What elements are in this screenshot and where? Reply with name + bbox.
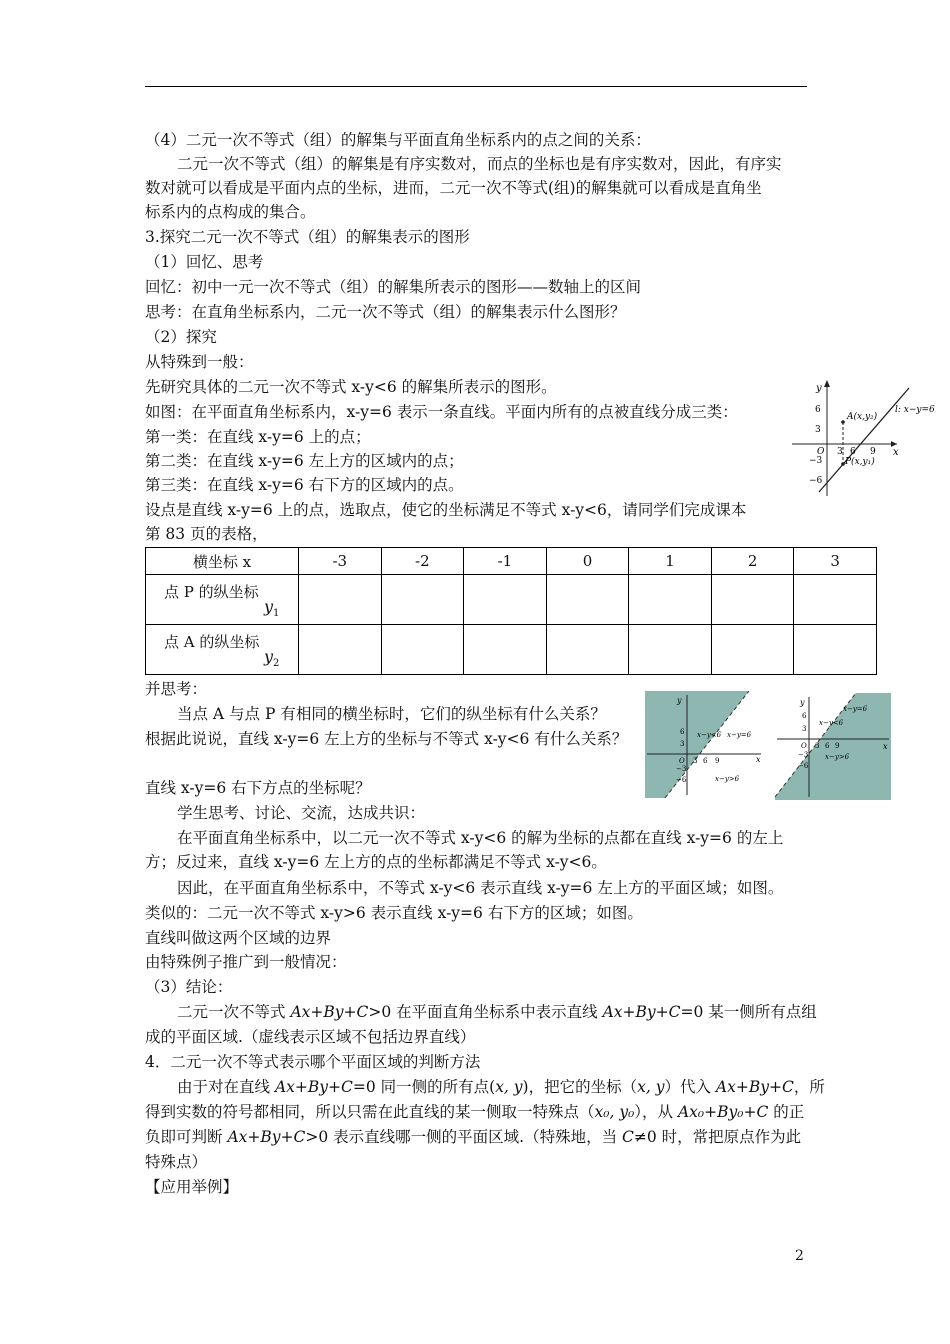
- coordinate-figure-line: [787, 374, 942, 500]
- subsection-heading: （2）探究: [145, 328, 217, 346]
- text-line: 负即可判断 Ax+By+C>0 表示直线哪一侧的平面区域.（特殊地，当 C≠0 时，常把原点作为此: [145, 1128, 802, 1146]
- text-line: 从特殊到一般：: [145, 353, 254, 371]
- tick-label: 6: [815, 405, 821, 415]
- tick-label: 6: [802, 712, 807, 720]
- text-line: 设点是直线 x-y=6 上的点，选取点，使它的坐标满足不等式 x-y<6，请同学们完成课本: [145, 501, 747, 519]
- text-line: 特殊点）: [145, 1153, 208, 1171]
- table-cell[interactable]: [464, 575, 547, 625]
- text-line: 二元一次不等式 Ax+By+C>0 在平面直角坐标系中表示直线 Ax+By+C=0 某一侧所有点组: [177, 1003, 817, 1021]
- table-header-cell: -1: [464, 548, 547, 575]
- table-header-cell: 0: [546, 548, 629, 575]
- text-line: 成的平面区域.（虚线表示区域不包括边界直线）: [145, 1028, 476, 1046]
- page-number: 2: [795, 1248, 804, 1264]
- line-label: x−y=6: [727, 731, 752, 739]
- table-header-cell: 横坐标 x: [146, 548, 299, 575]
- text-line: 根据此说说，直线 x-y=6 左上方的坐标与不等式 x-y<6 有什么关系？: [145, 730, 628, 748]
- text-line: 由特殊例子推广到一般情况：: [145, 953, 347, 971]
- tick-label: 3: [815, 425, 821, 435]
- tick-label: 9: [870, 447, 876, 457]
- text-line: 学生思考、讨论、交流，达成共识：: [177, 804, 426, 822]
- row-label-text: 点 A 的纵坐标: [164, 633, 260, 651]
- tick-label: 3: [680, 740, 685, 748]
- tick-label: 3: [815, 742, 820, 750]
- text-line: 方；反过来，直线 x-y=6 左上方的点的坐标都满足不等式 x-y<6。: [145, 853, 607, 871]
- table-cell[interactable]: [546, 625, 629, 675]
- y-axis-label: y: [677, 696, 682, 705]
- section-heading: 【应用举例】: [145, 1178, 239, 1196]
- text-line: 因此，在平面直角坐标系中，不等式 x-y<6 表示直线 x-y=6 左上方的平面区域；如图。: [177, 879, 784, 897]
- tick-label: 9: [835, 742, 840, 750]
- region-label: x−y<6: [697, 731, 722, 739]
- row-variable: $y_2$: [264, 647, 280, 670]
- tick-label: −3: [809, 456, 823, 466]
- line-label: l: x−y=6: [895, 405, 935, 415]
- table-row-label: [146, 575, 299, 625]
- table-row-label: [146, 625, 299, 675]
- text-line: 在平面直角坐标系中，以二元一次不等式 x-y<6 的解为坐标的点都在直线 x-y=6 的左上: [177, 829, 784, 847]
- text-line: 思考：在直角坐标系内，二元一次不等式（组）的解集表示什么图形？: [145, 303, 626, 321]
- tick-label: 6: [825, 742, 830, 750]
- table-cell[interactable]: [299, 625, 382, 675]
- text-line: 二元一次不等式（组）的解集是有序实数对，而点的坐标也是有序实数对，因此，有序实: [177, 155, 782, 173]
- tick-label: 3: [837, 447, 843, 457]
- tick-label: −6: [809, 476, 823, 486]
- text-line: 先研究具体的二元一次不等式 x-y<6 的解集所表示的图形。: [145, 378, 557, 396]
- point-p-label: P(x,y₁): [845, 457, 875, 467]
- origin-label: O: [679, 757, 685, 765]
- section-heading: 4．二元一次不等式表示哪个平面区域的判断方法: [145, 1053, 481, 1071]
- text-line: 第二类：在直线 x-y=6 左上方的区域内的点；: [145, 452, 464, 470]
- text-line: （4）二元一次不等式（组）的解集与平面直角坐标系内的点之间的关系：: [145, 131, 651, 149]
- table-header-cell: 1: [629, 548, 712, 575]
- tick-label: 3: [693, 757, 698, 765]
- origin-label: O: [817, 447, 825, 457]
- table-cell[interactable]: [629, 625, 712, 675]
- text-line: 得到实数的符号都相同，所以只需在此直线的某一侧取一特殊点（x₀, y₀），从 Ax₀+By₀+C 的正: [145, 1103, 805, 1121]
- y-axis-label: y: [816, 383, 822, 394]
- tick-label: 3: [802, 725, 807, 733]
- tick-label: 6: [680, 728, 685, 736]
- table-cell[interactable]: [299, 575, 382, 625]
- table-header-cell: -3: [299, 548, 382, 575]
- section-heading: 3.探究二元一次不等式（组）的解集表示的图形: [145, 228, 470, 246]
- other-region-label: x−y<6: [819, 719, 844, 727]
- point-a-label: A(x,y₂): [847, 412, 878, 422]
- table-header-cell: 2: [711, 548, 794, 575]
- region-figure-less: [645, 691, 763, 798]
- tick-label: −3: [798, 751, 809, 759]
- tick-label: −6: [798, 762, 809, 770]
- table-cell[interactable]: [711, 575, 794, 625]
- table-cell[interactable]: [711, 625, 794, 675]
- x-axis-label: x: [883, 742, 888, 751]
- table-cell[interactable]: [794, 625, 877, 675]
- tick-label: −6: [676, 776, 687, 784]
- table-header-cell: 3: [794, 548, 877, 575]
- text-line: 当点 A 与点 P 有相同的横坐标时，它们的纵坐标有什么关系？: [177, 705, 606, 723]
- value-table: [145, 547, 877, 675]
- header-rule: [145, 86, 807, 87]
- region-figure-greater: [775, 693, 891, 800]
- text-line: 直线叫做这两个区域的边界: [145, 929, 332, 947]
- tick-label: 6: [703, 757, 708, 765]
- subsection-heading: （3）结论：: [145, 978, 233, 996]
- table-cell[interactable]: [381, 575, 464, 625]
- other-region-label: x−y>6: [715, 775, 740, 783]
- tick-label: 6: [850, 447, 856, 457]
- row-label-text: 点 P 的纵坐标: [164, 583, 259, 601]
- text-line: 第一类：在直线 x-y=6 上的点；: [145, 428, 371, 446]
- line-label: x−y=6: [843, 705, 868, 713]
- subsection-heading: （1）回忆、思考: [145, 253, 264, 271]
- region-label: x−y>6: [825, 753, 850, 761]
- table-cell[interactable]: [794, 575, 877, 625]
- text-line: 数对就可以看成是平面内点的坐标，进而，二元一次不等式(组)的解集就可以看成是直角坐: [145, 179, 762, 197]
- tick-label: 9: [715, 757, 720, 765]
- table-header-cell: -2: [381, 548, 464, 575]
- text-line: 第三类：在直线 x-y=6 右下方的区域内的点。: [145, 476, 464, 494]
- table-cell[interactable]: [464, 625, 547, 675]
- text-line: 并思考：: [145, 680, 208, 698]
- x-axis-label: x: [756, 755, 761, 764]
- text-line: 回忆：初中一元一次不等式（组）的解集所表示的图形——数轴上的区间: [145, 278, 642, 296]
- text-line: 由于对在直线 Ax+By+C=0 同一侧的所有点(x, y)，把它的坐标（x, y）代入 Ax+By+C，所: [177, 1078, 825, 1096]
- text-line: 如图：在平面直角坐标系内，x-y=6 表示一条直线。平面内所有的点被直线分成三类：: [145, 403, 738, 421]
- table-cell[interactable]: [546, 575, 629, 625]
- x-axis-label: x: [893, 447, 899, 458]
- text-line: 类似的：二元一次不等式 x-y>6 表示直线 x-y=6 右下方的区域；如图。: [145, 904, 643, 922]
- table-cell[interactable]: [381, 625, 464, 675]
- text-line: 第 83 页的表格，: [145, 525, 268, 543]
- row-variable: $y_1$: [264, 597, 280, 620]
- origin-label: O: [801, 742, 807, 750]
- text-line: 标系内的点构成的集合。: [145, 203, 316, 221]
- text-line: 直线 x-y=6 右下方点的坐标呢？: [145, 779, 371, 797]
- y-axis-label: y: [800, 698, 805, 707]
- tick-label: −3: [676, 765, 687, 773]
- table-cell[interactable]: [629, 575, 712, 625]
